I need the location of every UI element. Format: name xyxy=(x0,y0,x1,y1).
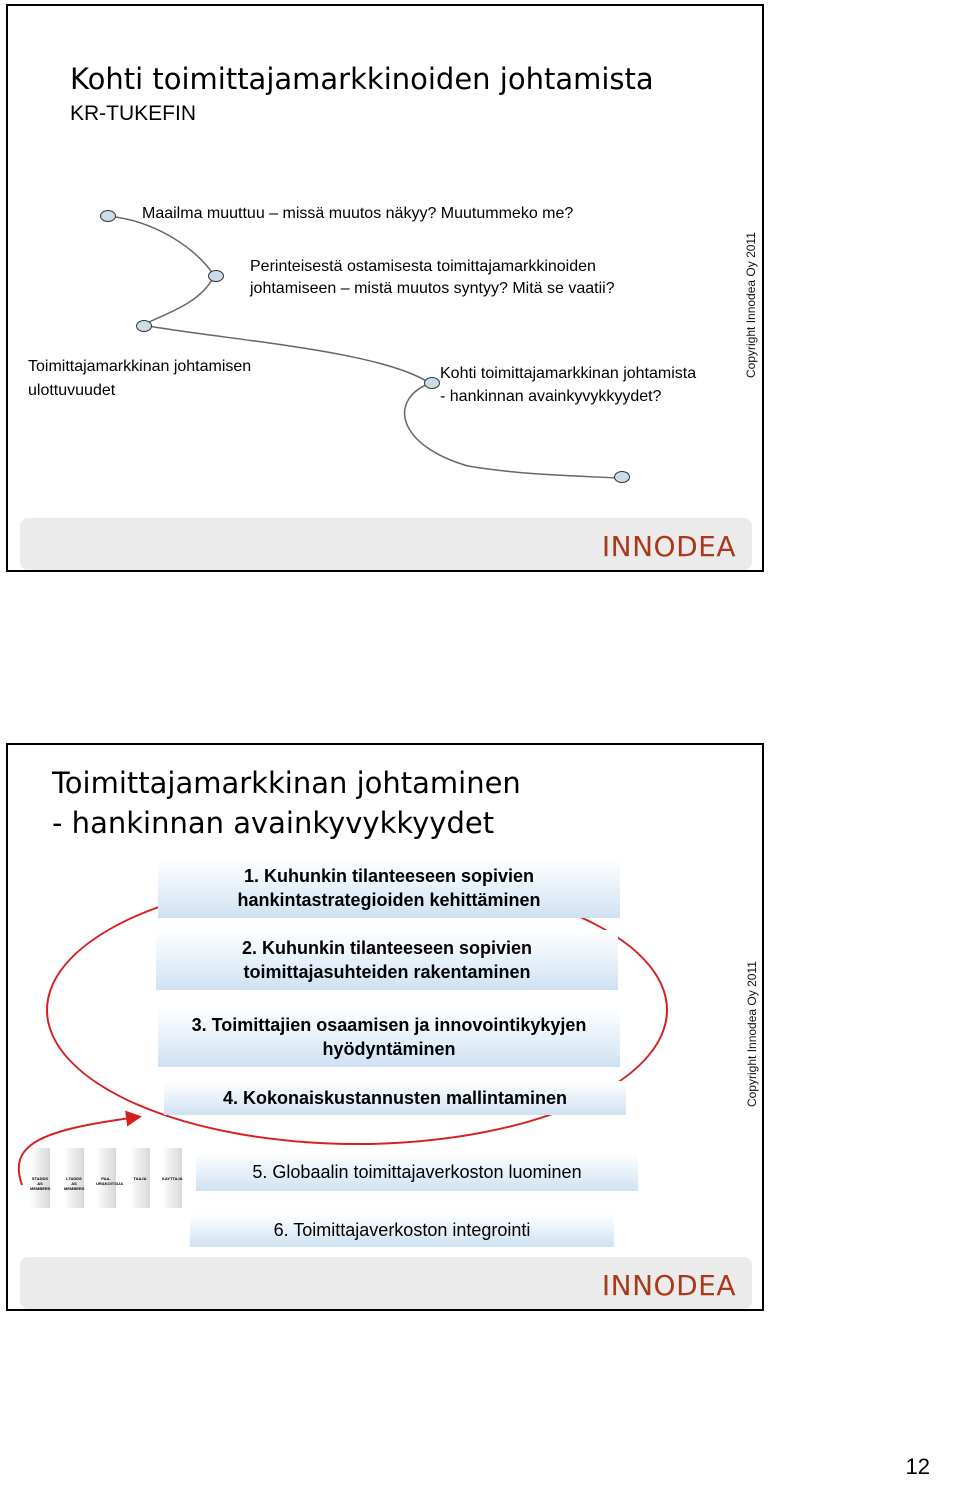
mini-card-label: KAYTTAJA xyxy=(162,1176,183,1181)
capability-6-line-1: 6. Toimittajaverkoston integrointi xyxy=(273,1220,531,1240)
mini-card-label: STADDS AS MEMBERS xyxy=(30,1176,51,1191)
brand-logo: INNODEA xyxy=(601,530,736,563)
slide-1-subtitle: KR-TUKEFIN xyxy=(70,102,196,125)
point-3-line-2: ulottuvuudet xyxy=(28,382,116,399)
point-2-line-1: Perinteisestä ostamisesta toimittajamarkkinoiden xyxy=(250,258,596,275)
slide-2 xyxy=(6,743,764,1311)
point-1-text: Maailma muuttuu – missä muutos näkyy? Muutummeko me? xyxy=(142,205,574,222)
slide-2-title-line-1: Toimittajamarkkinan johtaminen xyxy=(52,766,521,800)
capability-5-line-1: 5. Globaalin toimittajaverkoston luominen xyxy=(252,1162,582,1182)
point-4-line-2: - hankinnan avainkyvykkyydet? xyxy=(440,388,662,405)
timeline-node xyxy=(100,210,116,222)
mini-card xyxy=(162,1148,182,1208)
page-number: 12 xyxy=(905,1454,930,1479)
timeline-node xyxy=(208,270,224,282)
point-3-line-1: Toimittajamarkkinan johtamisen xyxy=(28,358,252,375)
timeline-node xyxy=(424,377,440,389)
mini-card xyxy=(130,1148,150,1208)
capability-2-line-2: toimittajasuhteiden rakentaminen xyxy=(243,962,531,982)
arrow-curve xyxy=(8,745,766,1313)
point-2-line-2: johtamiseen – mistä muutos syntyy? Mitä se vaatii? xyxy=(250,280,615,297)
mini-card-label: PAA- URAKOITSIJA xyxy=(96,1176,124,1186)
capability-4-line-1: 4. Kokonaiskustannusten mallintaminen xyxy=(222,1088,568,1108)
slide-1-title: Kohti toimittajamarkkinoiden johtamista xyxy=(70,62,654,96)
capability-1-line-2: hankintastrategioiden kehittäminen xyxy=(237,890,541,910)
slide-1 xyxy=(6,4,764,572)
capability-3-line-1: 3. Toimittajien osaamisen ja innovointikykyjen xyxy=(191,1015,587,1035)
point-4-line-1: Kohti toimittajamarkkinan johtamista xyxy=(440,365,697,382)
capability-3-line-2: hyödyntäminen xyxy=(322,1039,456,1059)
mini-card xyxy=(96,1148,124,1208)
timeline-node xyxy=(614,471,630,483)
mini-card xyxy=(30,1148,50,1208)
mini-card-label: TAAJA xyxy=(133,1176,147,1181)
brand-logo: INNODEA xyxy=(601,1269,736,1302)
capability-1-line-1: 1. Kuhunkin tilanteeseen sopivien xyxy=(243,866,535,886)
copyright-text: Copyright Innodea Oy 2011 xyxy=(745,961,759,1107)
mini-card-label: LTADDS AS MEMBERS xyxy=(64,1176,85,1191)
slide-2-title-line-2: - hankinnan avainkyvykkyydet xyxy=(52,806,495,840)
capability-2-line-1: 2. Kuhunkin tilanteeseen sopivien xyxy=(241,938,533,958)
timeline-node xyxy=(136,320,152,332)
copyright-text: Copyright Innodea Oy 2011 xyxy=(744,232,758,378)
mini-card xyxy=(64,1148,84,1208)
